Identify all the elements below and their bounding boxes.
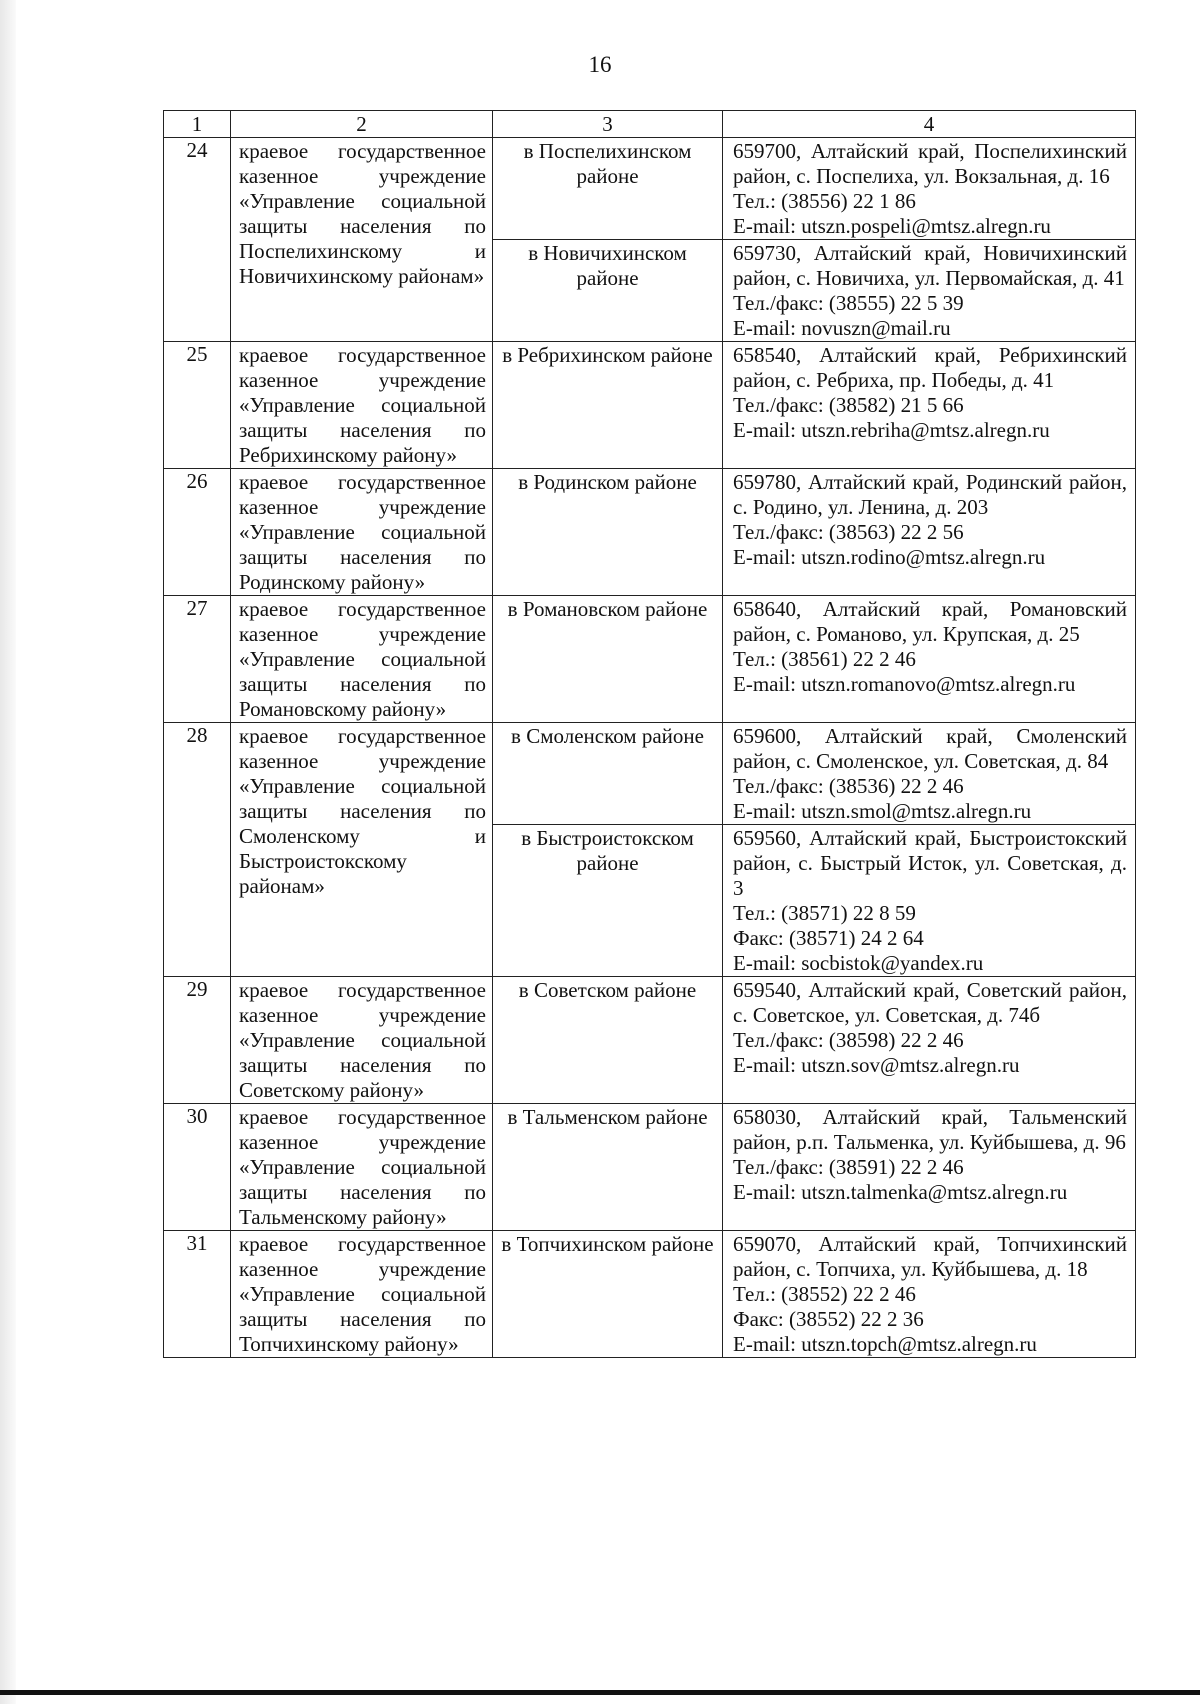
district-name: в Ребрихинском районе (493, 342, 723, 469)
email-line: E-mail: utszn.smol@mtsz.alregn.ru (733, 799, 1032, 823)
address-line: Тел./факс: (38536) 22 2 46 (733, 774, 964, 798)
address-line: Тел.: (38552) 22 2 46 (733, 1282, 916, 1306)
table-row (164, 596, 1136, 723)
row-number: 26 (164, 469, 231, 596)
table-row (164, 977, 1136, 1104)
address-line: 658640, Алтайский край, Романовский район, с. Романово, ул. Крупская, д. 25 (733, 597, 1127, 646)
table-row (164, 1231, 1136, 1358)
address-line: Тел./факс: (38598) 22 2 46 (733, 1028, 964, 1052)
email-line: E-mail: utszn.romanovo@mtsz.alregn.ru (733, 672, 1076, 696)
address-cell (723, 1104, 1136, 1231)
column-header-1: 1 (164, 111, 231, 138)
email-line: E-mail: utszn.pospeli@mtsz.alregn.ru (733, 214, 1051, 238)
organization-name: краевое государственное казенное учреждение «Управление социальной защиты населения по Романовскому району» (231, 596, 493, 723)
email-line: E-mail: utszn.rebriha@mtsz.alregn.ru (733, 418, 1050, 442)
address-line: Тел./факс: (38563) 22 2 56 (733, 520, 964, 544)
district-name: в Смоленском районе (493, 723, 723, 825)
address-cell (723, 1231, 1136, 1358)
address-line: 659560, Алтайский край, Быстроистокский район, с. Быстрый Исток, ул. Советская, д. 3 (733, 826, 1127, 900)
column-header-3: 3 (493, 111, 723, 138)
address-line: 659700, Алтайский край, Поспелихинский район, с. Поспелиха, ул. Вокзальная, д. 16 (733, 139, 1127, 188)
organization-name: краевое государственное казенное учреждение «Управление социальной защиты населения по Советскому району» (231, 977, 493, 1104)
address-cell (723, 469, 1136, 596)
registry-table (163, 110, 1136, 1358)
address-cell (723, 825, 1136, 977)
address-line: 658030, Алтайский край, Тальменский район, р.п. Тальменка, ул. Куйбышева, д. 96 (733, 1105, 1127, 1154)
address-line: Тел.: (38556) 22 1 86 (733, 189, 916, 213)
row-number: 31 (164, 1231, 231, 1358)
organization-name: краевое государственное казенное учреждение «Управление социальной защиты населения по Поспелихинскому и Новичихинскому районам» (231, 138, 493, 342)
organization-name: краевое государственное казенное учреждение «Управление социальной защиты населения по Родинскому району» (231, 469, 493, 596)
organization-name: краевое государственное казенное учреждение «Управление социальной защиты населения по Ребрихинскому району» (231, 342, 493, 469)
page-number: 16 (588, 52, 612, 77)
address-line: Факс: (38552) 22 2 36 (733, 1307, 924, 1331)
address-cell (723, 977, 1136, 1104)
address-line: 658540, Алтайский край, Ребрихинский район, с. Ребриха, пр. Победы, д. 41 (733, 343, 1127, 392)
row-number: 28 (164, 723, 231, 977)
district-name: в Быстроистокском районе (493, 825, 723, 977)
organization-name: краевое государственное казенное учреждение «Управление социальной защиты населения по Смоленскому и Быстроистокскому районам» (231, 723, 493, 977)
address-line: 659780, Алтайский край, Родинский район, с. Родино, ул. Ленина, д. 203 (733, 470, 1127, 519)
table-row (164, 469, 1136, 596)
address-cell (723, 723, 1136, 825)
address-line: Тел.: (38571) 22 8 59 (733, 901, 916, 925)
district-name: в Романовском районе (493, 596, 723, 723)
row-number: 24 (164, 138, 231, 342)
district-name: в Советском районе (493, 977, 723, 1104)
table-row (164, 342, 1136, 469)
organization-name: краевое государственное казенное учреждение «Управление социальной защиты населения по Тальменскому району» (231, 1104, 493, 1231)
address-line: Тел./факс: (38591) 22 2 46 (733, 1155, 964, 1179)
email-line: E-mail: utszn.rodino@mtsz.alregn.ru (733, 545, 1046, 569)
page-edge-shadow (0, 0, 16, 1704)
table-row (164, 723, 1136, 825)
table-row (164, 138, 1136, 240)
address-line: 659730, Алтайский край, Новичихинский район, с. Новичиха, ул. Первомайская, д. 41 (733, 241, 1127, 290)
row-number: 27 (164, 596, 231, 723)
district-name: в Родинском районе (493, 469, 723, 596)
address-line: 659070, Алтайский край, Топчихинский район, с. Топчиха, ул. Куйбышева, д. 18 (733, 1232, 1127, 1281)
address-cell (723, 138, 1136, 240)
table-row (164, 1104, 1136, 1231)
row-number: 29 (164, 977, 231, 1104)
address-line: 659600, Алтайский край, Смоленский район, с. Смоленское, ул. Советская, д. 84 (733, 724, 1127, 773)
address-cell (723, 240, 1136, 342)
email-line: E-mail: utszn.sov@mtsz.alregn.ru (733, 1053, 1020, 1077)
district-name: в Поспелихинском районе (493, 138, 723, 240)
district-name: в Тальменском районе (493, 1104, 723, 1231)
row-number: 30 (164, 1104, 231, 1231)
address-line: Тел./факс: (38555) 22 5 39 (733, 291, 964, 315)
email-line: E-mail: utszn.talmenka@mtsz.alregn.ru (733, 1180, 1068, 1204)
email-line: E-mail: novuszn@mail.ru (733, 316, 951, 340)
organization-name: краевое государственное казенное учреждение «Управление социальной защиты населения по Топчихинскому району» (231, 1231, 493, 1358)
email-line: E-mail: utszn.topch@mtsz.alregn.ru (733, 1332, 1037, 1356)
address-line: Тел./факс: (38582) 21 5 66 (733, 393, 964, 417)
address-cell (723, 342, 1136, 469)
address-line: Тел.: (38561) 22 2 46 (733, 647, 916, 671)
row-number: 25 (164, 342, 231, 469)
address-cell (723, 596, 1136, 723)
column-header-2: 2 (231, 111, 493, 138)
district-name: в Новичихинском районе (493, 240, 723, 342)
registry-body (164, 138, 1136, 1358)
address-line: 659540, Алтайский край, Советский район, с. Советское, ул. Советская, д. 74б (733, 978, 1127, 1027)
district-name: в Топчихинском районе (493, 1231, 723, 1358)
column-header-row (164, 111, 1136, 138)
email-line: E-mail: socbistok@yandex.ru (733, 951, 984, 975)
address-line: Факс: (38571) 24 2 64 (733, 926, 924, 950)
column-header-4: 4 (723, 111, 1136, 138)
bottom-rule (0, 1690, 1200, 1695)
